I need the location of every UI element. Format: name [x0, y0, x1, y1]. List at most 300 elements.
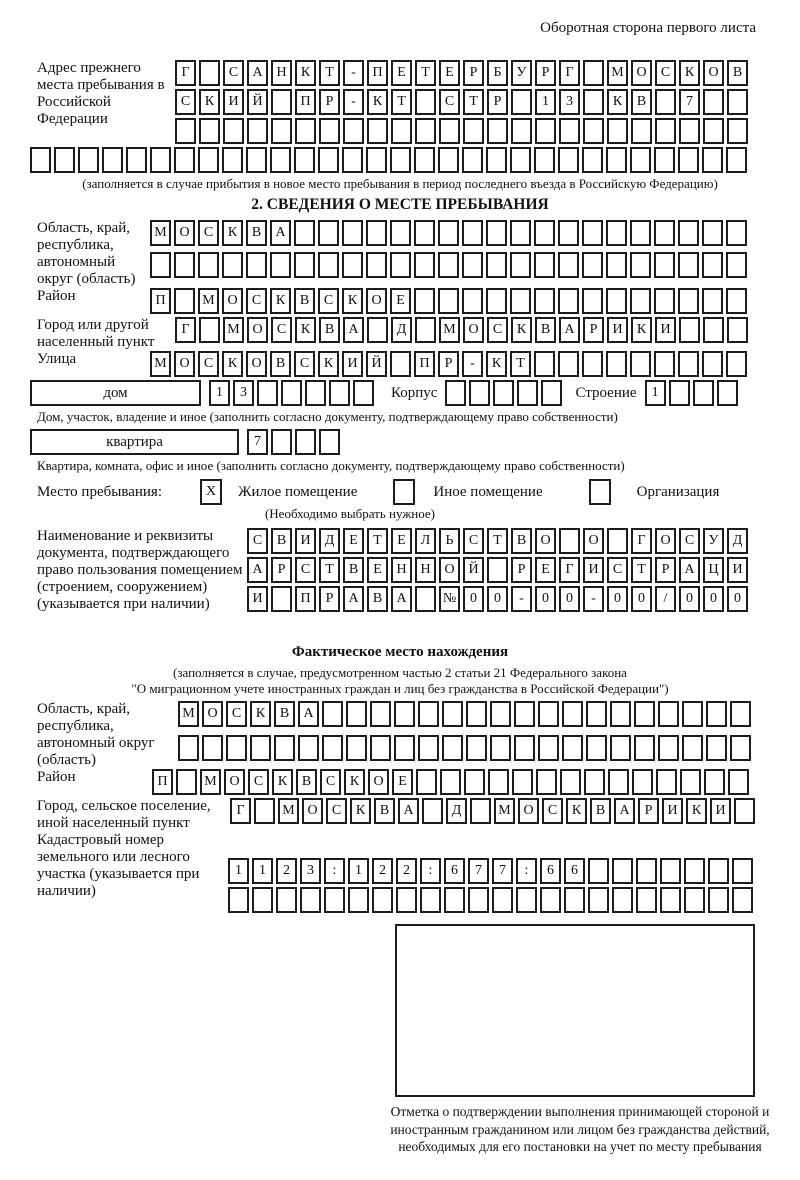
char-box[interactable]: О	[174, 220, 195, 246]
char-box[interactable]	[438, 147, 459, 173]
char-box[interactable]: Т	[367, 528, 388, 554]
char-box[interactable]	[512, 769, 533, 795]
char-box[interactable]	[176, 769, 197, 795]
char-box[interactable]	[606, 147, 627, 173]
char-box[interactable]: О	[439, 557, 460, 583]
char-box[interactable]: А	[343, 586, 364, 612]
char-box[interactable]: О	[655, 528, 676, 554]
char-box[interactable]: -	[343, 60, 364, 86]
char-box[interactable]	[702, 252, 723, 278]
char-box[interactable]	[414, 147, 435, 173]
char-box[interactable]: К	[686, 798, 707, 824]
char-box[interactable]	[726, 351, 747, 377]
char-box[interactable]	[348, 887, 369, 913]
char-box[interactable]	[366, 252, 387, 278]
char-box[interactable]	[199, 317, 220, 343]
char-box[interactable]	[679, 118, 700, 144]
char-box[interactable]	[727, 317, 748, 343]
char-box[interactable]	[732, 858, 753, 884]
char-box[interactable]: С	[223, 60, 244, 86]
char-box[interactable]: 2	[396, 858, 417, 884]
char-box[interactable]: С	[294, 351, 315, 377]
char-box[interactable]: С	[439, 89, 460, 115]
char-box[interactable]: 0	[559, 586, 580, 612]
char-box[interactable]: И	[583, 557, 604, 583]
char-box[interactable]	[535, 118, 556, 144]
char-box[interactable]: 6	[540, 858, 561, 884]
char-box[interactable]: В	[367, 586, 388, 612]
char-box[interactable]	[298, 735, 319, 761]
char-box[interactable]	[390, 252, 411, 278]
char-box[interactable]: К	[486, 351, 507, 377]
char-box[interactable]: -	[343, 89, 364, 115]
char-box[interactable]	[612, 858, 633, 884]
checkbox-organizatsiya[interactable]	[589, 479, 611, 505]
char-box[interactable]	[612, 887, 633, 913]
char-box[interactable]	[462, 220, 483, 246]
char-box[interactable]	[394, 701, 415, 727]
char-box[interactable]: К	[295, 60, 316, 86]
char-box[interactable]: Ь	[439, 528, 460, 554]
char-box[interactable]: Р	[271, 557, 292, 583]
char-box[interactable]: Р	[535, 60, 556, 86]
char-box[interactable]: С	[247, 528, 268, 554]
char-box[interactable]	[631, 118, 652, 144]
char-box[interactable]	[634, 735, 655, 761]
char-box[interactable]	[680, 769, 701, 795]
char-box[interactable]	[271, 586, 292, 612]
char-box[interactable]	[730, 735, 751, 761]
char-box[interactable]	[222, 147, 243, 173]
char-box[interactable]	[391, 118, 412, 144]
char-box[interactable]: А	[679, 557, 700, 583]
char-box[interactable]	[586, 735, 607, 761]
char-box[interactable]	[174, 147, 195, 173]
char-box[interactable]	[150, 252, 171, 278]
char-box[interactable]: О	[368, 769, 389, 795]
char-box[interactable]	[678, 252, 699, 278]
char-box[interactable]: К	[344, 769, 365, 795]
char-box[interactable]: И	[295, 528, 316, 554]
char-box[interactable]: Л	[415, 528, 436, 554]
char-box[interactable]: С	[246, 288, 267, 314]
char-box[interactable]: Е	[439, 60, 460, 86]
char-box[interactable]: С	[463, 528, 484, 554]
char-box[interactable]	[270, 252, 291, 278]
char-box[interactable]	[660, 887, 681, 913]
char-box[interactable]	[732, 887, 753, 913]
char-box[interactable]: -	[462, 351, 483, 377]
char-box[interactable]: И	[662, 798, 683, 824]
char-box[interactable]	[703, 317, 724, 343]
char-box[interactable]: В	[374, 798, 395, 824]
char-box[interactable]	[727, 118, 748, 144]
char-box[interactable]	[655, 89, 676, 115]
char-box[interactable]: К	[295, 317, 316, 343]
char-box[interactable]: Т	[391, 89, 412, 115]
char-box[interactable]: 0	[703, 586, 724, 612]
char-box[interactable]: К	[222, 220, 243, 246]
char-box[interactable]	[414, 288, 435, 314]
char-box[interactable]	[658, 735, 679, 761]
char-box[interactable]	[630, 147, 651, 173]
char-box[interactable]: 3	[233, 380, 254, 406]
char-box[interactable]	[606, 220, 627, 246]
char-box[interactable]	[584, 769, 605, 795]
char-box[interactable]	[656, 769, 677, 795]
char-box[interactable]	[706, 735, 727, 761]
char-box[interactable]	[726, 147, 747, 173]
char-box[interactable]	[562, 701, 583, 727]
char-box[interactable]	[294, 147, 315, 173]
char-box[interactable]	[343, 118, 364, 144]
char-box[interactable]: Т	[463, 89, 484, 115]
char-box[interactable]	[367, 118, 388, 144]
char-box[interactable]	[492, 887, 513, 913]
char-box[interactable]: Д	[446, 798, 467, 824]
char-box[interactable]	[366, 147, 387, 173]
char-box[interactable]: О	[535, 528, 556, 554]
char-box[interactable]	[440, 769, 461, 795]
char-box[interactable]: П	[414, 351, 435, 377]
char-box[interactable]: Е	[390, 288, 411, 314]
char-box[interactable]	[678, 351, 699, 377]
char-box[interactable]	[415, 118, 436, 144]
char-box[interactable]: К	[222, 351, 243, 377]
char-box[interactable]	[198, 147, 219, 173]
char-box[interactable]: П	[367, 60, 388, 86]
char-box[interactable]	[487, 557, 508, 583]
char-box[interactable]	[583, 89, 604, 115]
char-box[interactable]: В	[271, 528, 292, 554]
char-box[interactable]: Т	[631, 557, 652, 583]
char-box[interactable]	[318, 252, 339, 278]
char-box[interactable]: И	[607, 317, 628, 343]
char-box[interactable]	[538, 735, 559, 761]
char-box[interactable]	[246, 147, 267, 173]
char-box[interactable]	[78, 147, 99, 173]
char-box[interactable]: Е	[391, 528, 412, 554]
char-box[interactable]: 0	[679, 586, 700, 612]
char-box[interactable]	[445, 380, 466, 406]
char-box[interactable]	[319, 429, 340, 455]
char-box[interactable]: 0	[463, 586, 484, 612]
char-box[interactable]: О	[222, 288, 243, 314]
char-box[interactable]: С	[487, 317, 508, 343]
char-box[interactable]: К	[199, 89, 220, 115]
char-box[interactable]: 6	[564, 858, 585, 884]
char-box[interactable]	[534, 252, 555, 278]
char-box[interactable]	[607, 528, 628, 554]
char-box[interactable]	[730, 701, 751, 727]
char-box[interactable]	[418, 701, 439, 727]
char-box[interactable]: 0	[727, 586, 748, 612]
char-box[interactable]	[583, 60, 604, 86]
char-box[interactable]: Р	[463, 60, 484, 86]
char-box[interactable]: И	[342, 351, 363, 377]
char-box[interactable]	[486, 252, 507, 278]
char-box[interactable]: В	[319, 317, 340, 343]
char-box[interactable]	[324, 887, 345, 913]
char-box[interactable]: К	[272, 769, 293, 795]
char-box[interactable]	[438, 220, 459, 246]
char-box[interactable]	[257, 380, 278, 406]
char-box[interactable]	[517, 380, 538, 406]
char-box[interactable]	[708, 887, 729, 913]
char-box[interactable]	[466, 701, 487, 727]
char-box[interactable]	[223, 118, 244, 144]
checkbox-zhiloe[interactable]: X	[200, 479, 222, 505]
char-box[interactable]	[536, 769, 557, 795]
char-box[interactable]: Р	[638, 798, 659, 824]
char-box[interactable]: К	[367, 89, 388, 115]
char-box[interactable]: С	[198, 220, 219, 246]
char-box[interactable]	[254, 798, 275, 824]
char-box[interactable]	[630, 351, 651, 377]
char-box[interactable]: А	[270, 220, 291, 246]
char-box[interactable]	[606, 288, 627, 314]
char-box[interactable]: Г	[175, 60, 196, 86]
char-box[interactable]	[726, 252, 747, 278]
char-box[interactable]	[702, 351, 723, 377]
char-box[interactable]	[728, 769, 749, 795]
char-box[interactable]	[658, 701, 679, 727]
char-box[interactable]: М	[223, 317, 244, 343]
char-box[interactable]: М	[198, 288, 219, 314]
char-box[interactable]: 6	[444, 858, 465, 884]
char-box[interactable]: А	[247, 60, 268, 86]
char-box[interactable]	[462, 252, 483, 278]
char-box[interactable]	[682, 701, 703, 727]
char-box[interactable]	[281, 380, 302, 406]
char-box[interactable]	[468, 887, 489, 913]
char-box[interactable]	[199, 118, 220, 144]
char-box[interactable]	[295, 118, 316, 144]
char-box[interactable]	[678, 220, 699, 246]
char-box[interactable]: Р	[655, 557, 676, 583]
char-box[interactable]: М	[494, 798, 515, 824]
char-box[interactable]	[704, 769, 725, 795]
char-box[interactable]: О	[202, 701, 223, 727]
char-box[interactable]: Р	[438, 351, 459, 377]
char-box[interactable]: Р	[583, 317, 604, 343]
char-box[interactable]	[606, 351, 627, 377]
char-box[interactable]	[693, 380, 714, 406]
char-box[interactable]	[660, 858, 681, 884]
char-box[interactable]	[54, 147, 75, 173]
char-box[interactable]	[318, 147, 339, 173]
char-box[interactable]	[415, 586, 436, 612]
char-box[interactable]	[394, 735, 415, 761]
char-box[interactable]	[558, 220, 579, 246]
char-box[interactable]	[708, 858, 729, 884]
char-box[interactable]	[562, 735, 583, 761]
char-box[interactable]: К	[318, 351, 339, 377]
char-box[interactable]: М	[178, 701, 199, 727]
char-box[interactable]: :	[420, 858, 441, 884]
char-box[interactable]	[510, 288, 531, 314]
char-box[interactable]: Е	[367, 557, 388, 583]
char-box[interactable]	[342, 147, 363, 173]
char-box[interactable]	[322, 701, 343, 727]
char-box[interactable]	[366, 220, 387, 246]
char-box[interactable]	[514, 735, 535, 761]
char-box[interactable]	[174, 252, 195, 278]
char-box[interactable]	[250, 735, 271, 761]
char-box[interactable]: П	[295, 586, 316, 612]
char-box[interactable]: 0	[487, 586, 508, 612]
char-box[interactable]: К	[566, 798, 587, 824]
char-box[interactable]	[630, 220, 651, 246]
char-box[interactable]	[703, 118, 724, 144]
char-box[interactable]	[510, 147, 531, 173]
char-box[interactable]	[274, 735, 295, 761]
char-box[interactable]	[305, 380, 326, 406]
char-box[interactable]	[702, 147, 723, 173]
char-box[interactable]	[319, 118, 340, 144]
char-box[interactable]	[510, 252, 531, 278]
char-box[interactable]: В	[274, 701, 295, 727]
char-box[interactable]	[493, 380, 514, 406]
char-box[interactable]: И	[655, 317, 676, 343]
char-box[interactable]: К	[350, 798, 371, 824]
char-box[interactable]: А	[391, 586, 412, 612]
char-box[interactable]: Е	[343, 528, 364, 554]
char-box[interactable]	[582, 220, 603, 246]
char-box[interactable]	[511, 118, 532, 144]
char-box[interactable]	[102, 147, 123, 173]
char-box[interactable]	[270, 147, 291, 173]
char-box[interactable]	[198, 252, 219, 278]
char-box[interactable]: Т	[319, 557, 340, 583]
char-box[interactable]	[630, 288, 651, 314]
char-box[interactable]	[516, 887, 537, 913]
char-box[interactable]	[416, 769, 437, 795]
char-box[interactable]	[636, 887, 657, 913]
char-box[interactable]	[174, 288, 195, 314]
char-box[interactable]	[322, 735, 343, 761]
char-box[interactable]	[487, 118, 508, 144]
char-box[interactable]: К	[679, 60, 700, 86]
char-box[interactable]	[606, 252, 627, 278]
char-box[interactable]	[636, 858, 657, 884]
char-box[interactable]: А	[247, 557, 268, 583]
char-box[interactable]: 2	[372, 858, 393, 884]
char-box[interactable]: С	[326, 798, 347, 824]
char-box[interactable]: А	[398, 798, 419, 824]
char-box[interactable]: 7	[468, 858, 489, 884]
char-box[interactable]	[559, 528, 580, 554]
char-box[interactable]	[415, 89, 436, 115]
char-box[interactable]: :	[324, 858, 345, 884]
char-box[interactable]	[610, 735, 631, 761]
char-box[interactable]	[396, 887, 417, 913]
char-box[interactable]	[444, 887, 465, 913]
char-box[interactable]: М	[278, 798, 299, 824]
char-box[interactable]	[438, 288, 459, 314]
char-box[interactable]: С	[542, 798, 563, 824]
char-box[interactable]	[511, 89, 532, 115]
char-box[interactable]	[726, 220, 747, 246]
char-box[interactable]: С	[271, 317, 292, 343]
char-box[interactable]: У	[703, 528, 724, 554]
char-box[interactable]	[558, 288, 579, 314]
char-box[interactable]	[342, 220, 363, 246]
char-box[interactable]: Г	[559, 60, 580, 86]
char-box[interactable]	[541, 380, 562, 406]
char-box[interactable]	[534, 220, 555, 246]
char-box[interactable]: 0	[631, 586, 652, 612]
char-box[interactable]	[684, 858, 705, 884]
char-box[interactable]: С	[655, 60, 676, 86]
char-box[interactable]	[246, 252, 267, 278]
char-box[interactable]	[294, 220, 315, 246]
char-box[interactable]	[370, 735, 391, 761]
char-box[interactable]	[271, 118, 292, 144]
char-box[interactable]: Й	[366, 351, 387, 377]
char-box[interactable]: Г	[230, 798, 251, 824]
char-box[interactable]	[679, 317, 700, 343]
char-box[interactable]: /	[655, 586, 676, 612]
char-box[interactable]: С	[198, 351, 219, 377]
char-box[interactable]	[608, 769, 629, 795]
char-box[interactable]: В	[535, 317, 556, 343]
char-box[interactable]: М	[150, 351, 171, 377]
char-box[interactable]: А	[614, 798, 635, 824]
char-box[interactable]: О	[583, 528, 604, 554]
char-box[interactable]: М	[439, 317, 460, 343]
char-box[interactable]	[418, 735, 439, 761]
char-box[interactable]: С	[175, 89, 196, 115]
char-box[interactable]	[488, 769, 509, 795]
char-box[interactable]: Т	[487, 528, 508, 554]
char-box[interactable]	[654, 220, 675, 246]
char-box[interactable]: К	[511, 317, 532, 343]
char-box[interactable]	[582, 288, 603, 314]
char-box[interactable]: Т	[510, 351, 531, 377]
char-box[interactable]	[510, 220, 531, 246]
char-box[interactable]: В	[631, 89, 652, 115]
char-box[interactable]	[271, 89, 292, 115]
char-box[interactable]	[534, 351, 555, 377]
char-box[interactable]	[558, 252, 579, 278]
char-box[interactable]: -	[583, 586, 604, 612]
char-box[interactable]: П	[150, 288, 171, 314]
char-box[interactable]	[300, 887, 321, 913]
char-box[interactable]	[583, 118, 604, 144]
char-box[interactable]	[469, 380, 490, 406]
char-box[interactable]: №	[439, 586, 460, 612]
char-box[interactable]: М	[200, 769, 221, 795]
char-box[interactable]	[703, 89, 724, 115]
char-box[interactable]	[630, 252, 651, 278]
char-box[interactable]: М	[607, 60, 628, 86]
char-box[interactable]	[588, 858, 609, 884]
char-box[interactable]: Г	[559, 557, 580, 583]
char-box[interactable]	[654, 351, 675, 377]
char-box[interactable]: Д	[727, 528, 748, 554]
char-box[interactable]: 3	[559, 89, 580, 115]
char-box[interactable]	[415, 317, 436, 343]
char-box[interactable]	[353, 380, 374, 406]
char-box[interactable]: Г	[175, 317, 196, 343]
char-box[interactable]	[486, 220, 507, 246]
checkbox-inoe[interactable]	[393, 479, 415, 505]
char-box[interactable]: Т	[319, 60, 340, 86]
char-box[interactable]: В	[511, 528, 532, 554]
char-box[interactable]: 7	[492, 858, 513, 884]
char-box[interactable]	[228, 887, 249, 913]
